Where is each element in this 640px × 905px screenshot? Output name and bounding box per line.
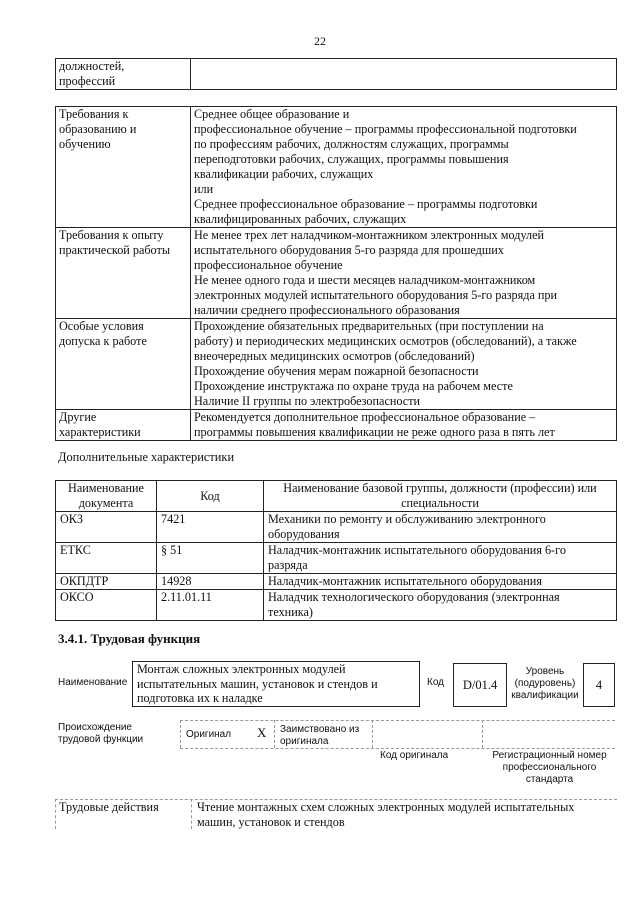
- function-code-label: Код: [427, 677, 445, 688]
- function-code-value: D/01.4: [453, 663, 507, 707]
- header-name: Наименование базовой группы, должности (профессии) или специальности: [264, 481, 617, 512]
- origin-original-mark: X: [257, 725, 267, 740]
- origin-code-label: Код оригинала: [380, 750, 449, 761]
- table-row: [56, 574, 617, 590]
- requirement-value: Прохождение обязательных предварительных (при поступлении на работу) и периодических медицинских осмотров (обследований), а также внеочередных медицинских осмотров (обследований) Прохождение обучения мерам пожарной безопасности Прохождение инструктажа по охране труда на рабочем месте Наличие II группы по электробезопасности: [191, 319, 617, 410]
- requirement-label: Требования к опыту практической работы: [56, 228, 191, 319]
- cell-code: § 51: [157, 543, 264, 574]
- origin-bottom-border: [180, 748, 615, 749]
- origin-divider: [274, 720, 275, 748]
- requirement-value: Рекомендуется дополнительное профессиональное образование – программы повышения квалификации не реже одного раза в пять лет: [191, 410, 617, 441]
- continued-label: должностей, профессий: [56, 59, 191, 90]
- origin-divider: [482, 720, 483, 748]
- additional-characteristics-title: Дополнительные характеристики: [58, 450, 235, 464]
- continued-table: [55, 58, 617, 90]
- requirement-row-conditions: [56, 319, 617, 410]
- labour-actions-label: Трудовые действия: [59, 800, 159, 814]
- qualification-level-value: 4: [583, 663, 615, 707]
- continued-value: [191, 59, 617, 90]
- cell-document: ОКПДТР: [56, 574, 157, 590]
- requirement-label: Особые условия допуска к работе: [56, 319, 191, 410]
- table-row: [56, 543, 617, 574]
- origin-divider: [372, 720, 373, 748]
- requirement-row-education: [56, 107, 617, 228]
- cell-name: Наладчик-монтажник испытательного оборудования 6-го разряда: [264, 543, 617, 574]
- origin-borrowed-label: Заимствовано из оригинала: [280, 724, 360, 747]
- qualification-level-label: Уровень (подуровень) квалификации: [511, 666, 579, 701]
- cell-name: Наладчик-монтажник испытательного оборудования: [264, 574, 617, 590]
- origin-top-border: [180, 720, 615, 721]
- cell-code: 14928: [157, 574, 264, 590]
- page-number: 22: [314, 34, 326, 48]
- requirement-label: Другие характеристики: [56, 410, 191, 441]
- requirement-value: Не менее трех лет наладчиком-монтажником электронных модулей испытательного оборудования 5-го разряда для прошедших профессиональное обучение Не менее одного года и шести месяцев наладчиком-монтажником электронных модулей испытательного оборудования 5-го разряда при наличии среднего профессионального образования: [191, 228, 617, 319]
- origin-label: Происхождение трудовой функции: [58, 722, 144, 745]
- cell-code: 7421: [157, 512, 264, 543]
- requirement-label: Требования к образованию и обучению: [56, 107, 191, 228]
- cell-name: Наладчик технологического оборудования (электронная техника): [264, 590, 617, 621]
- actions-divider: [191, 799, 192, 829]
- function-heading: 3.4.1. Трудовая функция: [58, 631, 201, 646]
- actions-left-border: [55, 799, 56, 829]
- table-row: [56, 512, 617, 543]
- cell-document: ОКЗ: [56, 512, 157, 543]
- additional-characteristics-table: [55, 480, 617, 621]
- origin-registration-label: Регистрационный номер профессионального стандарта: [492, 750, 607, 785]
- origin-divider: [180, 720, 181, 748]
- function-name-value: Монтаж сложных электронных модулей испытательных машин, установок и стендов и подготовка их к наладке: [132, 661, 420, 707]
- requirement-row-other: [56, 410, 617, 441]
- requirement-row-experience: [56, 228, 617, 319]
- table-row: [56, 590, 617, 621]
- cell-code: 2.11.01.11: [157, 590, 264, 621]
- cell-name: Механики по ремонту и обслуживанию электронного оборудования: [264, 512, 617, 543]
- table-header-row: [56, 481, 617, 512]
- labour-actions-value: Чтение монтажных схем сложных электронных модулей испытательных машин, установок и стендов: [197, 800, 575, 829]
- cell-document: ЕТКС: [56, 543, 157, 574]
- cell-document: ОКСО: [56, 590, 157, 621]
- requirement-value: Среднее общее образование и профессиональное обучение – программы профессиональной подготовки по профессиям рабочих, должностям служащих, программы переподготовки рабочих, служащих, программы повышения квалификации рабочих, служащих или Среднее профессиональное образование – программы подготовки квалифицированных рабочих, служащих: [191, 107, 617, 228]
- origin-original-label: Оригинал: [186, 729, 232, 740]
- header-document: Наименование документа: [56, 481, 157, 512]
- function-name-label: Наименование: [58, 677, 128, 688]
- header-code: Код: [157, 481, 264, 512]
- requirements-table: [55, 106, 617, 441]
